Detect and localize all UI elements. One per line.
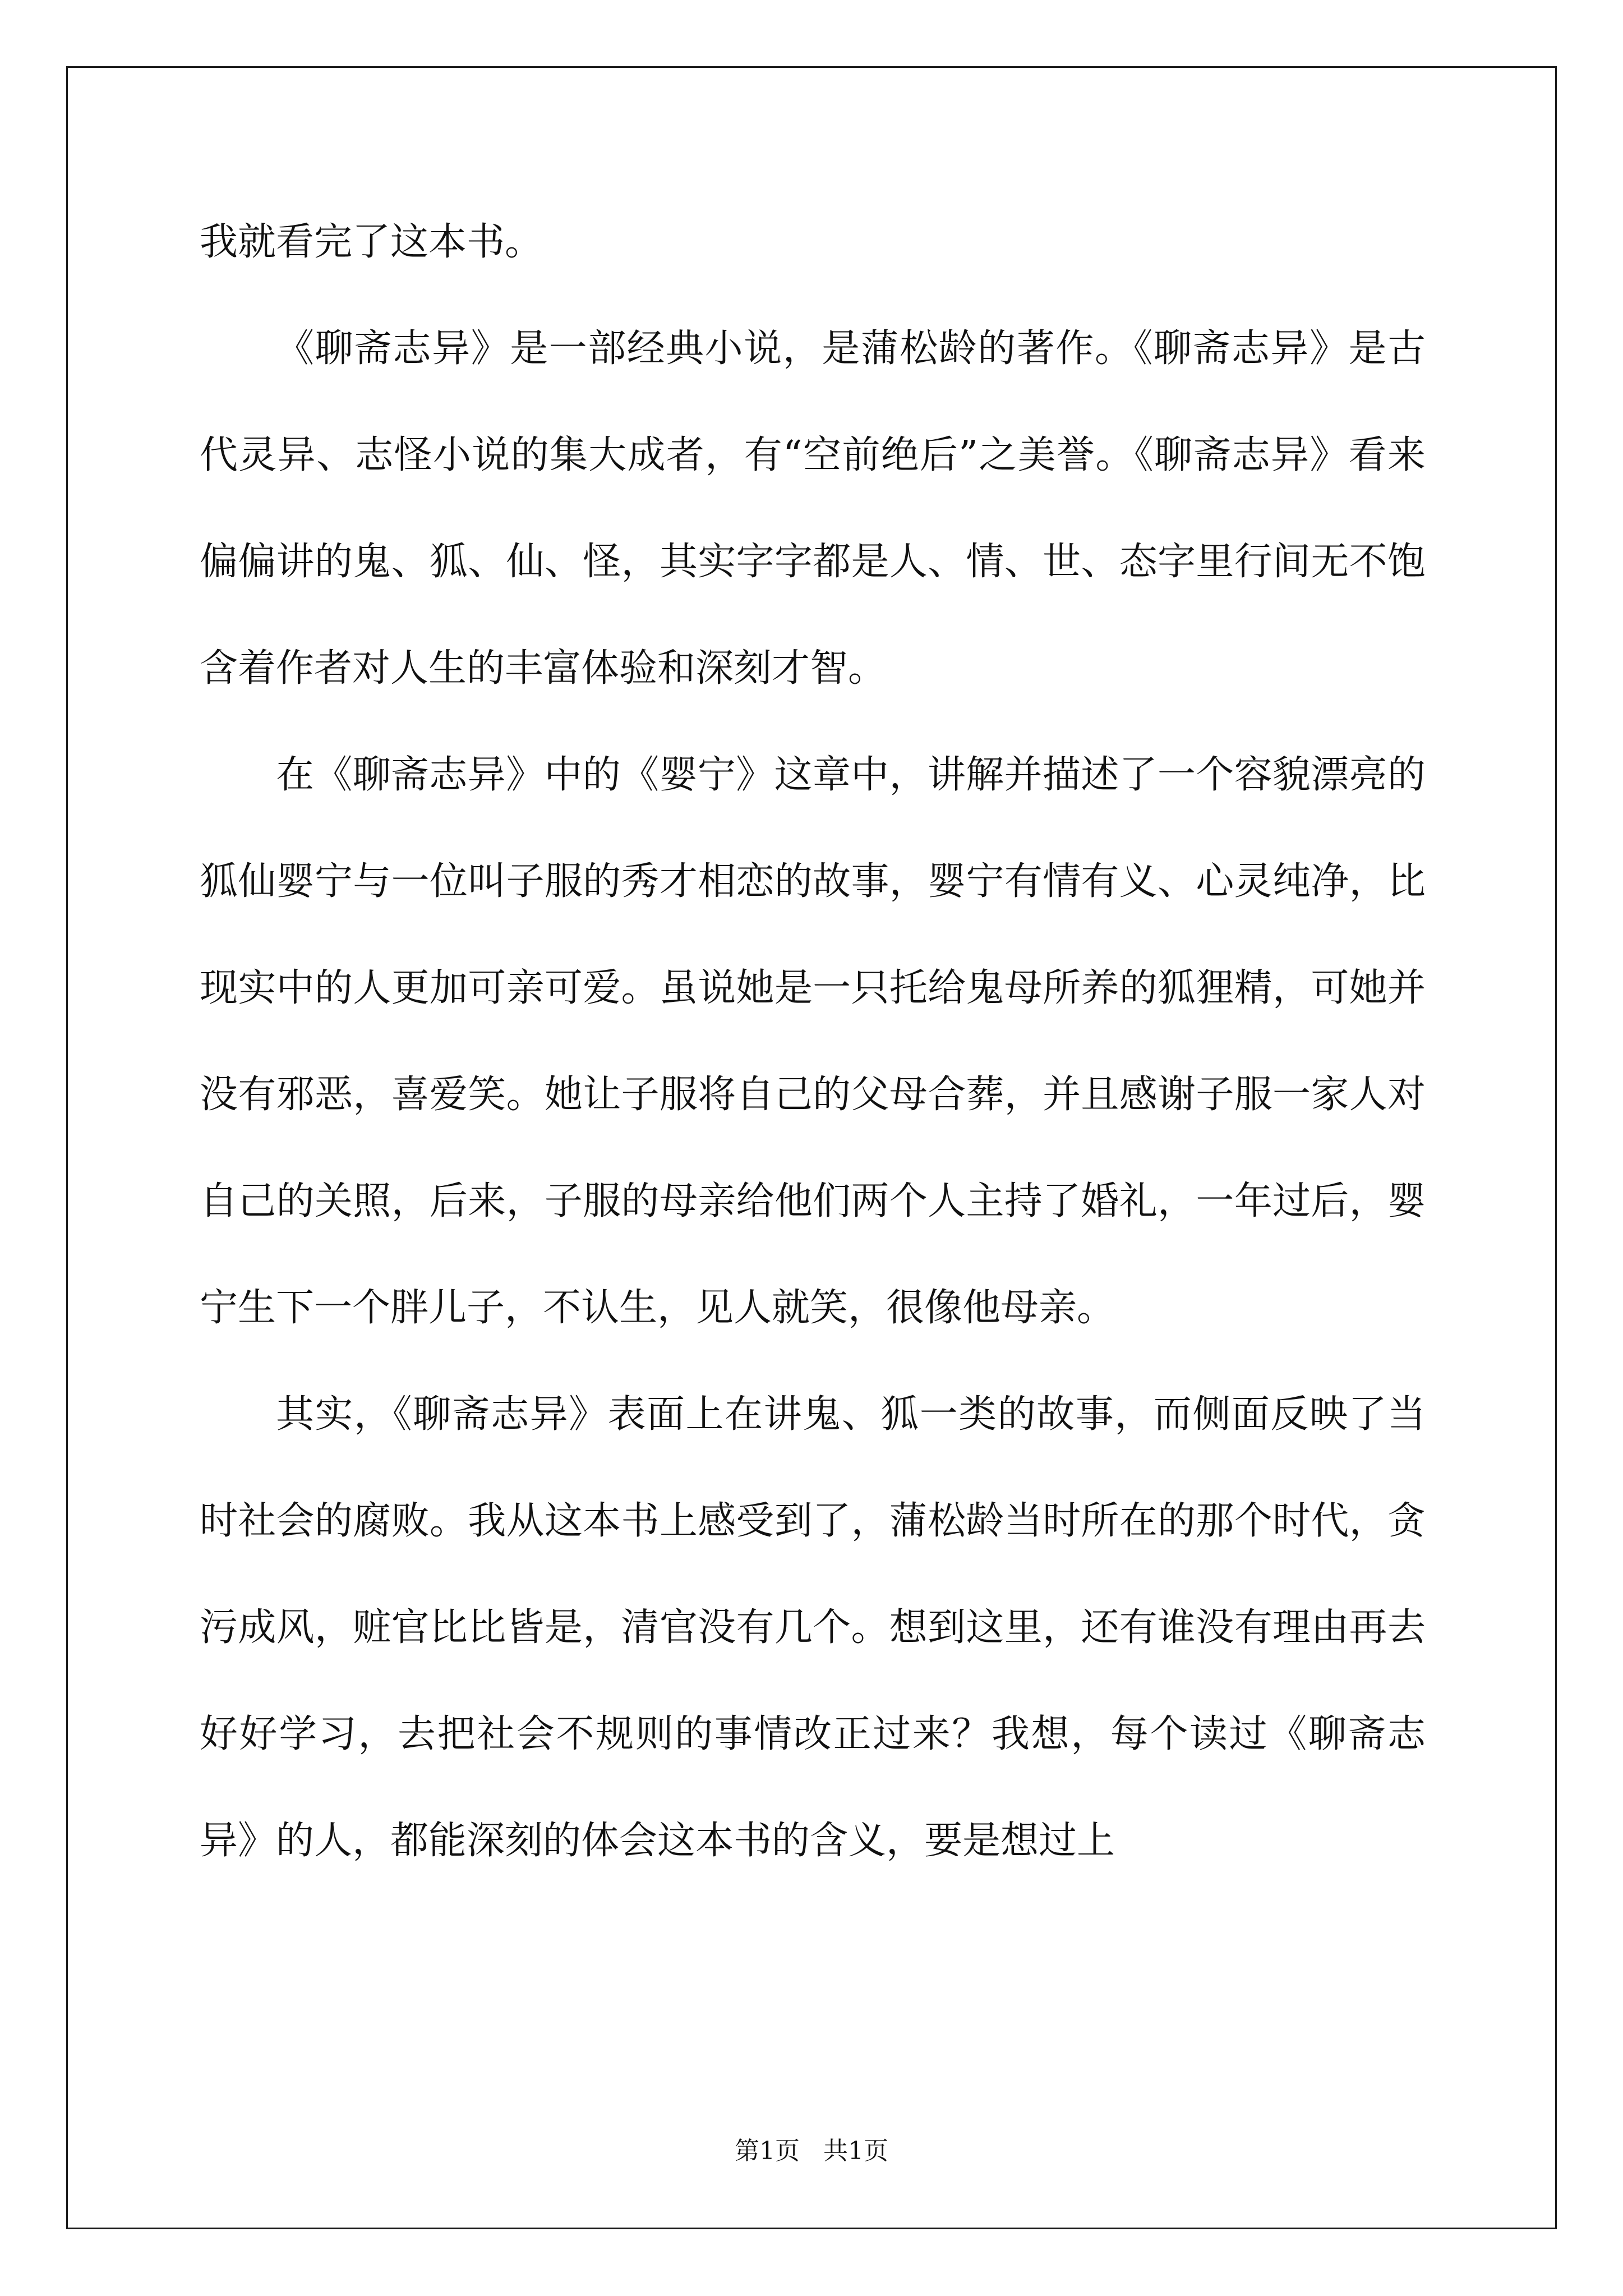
paragraph-1: 我就看完了这本书。 (200, 220, 543, 264)
document-body (200, 189, 1426, 1894)
page-footer: 第1页 共1页 (735, 2137, 888, 2165)
paragraph-3: 在《聊斋志异》中的《婴宁》这章中，讲解并描述了一个容貌漂亮的狐仙婴宁与一位叫子服的秀才相恋的故事，婴宁有情有义、心灵纯净，比现实中的人更加可亲可爱。虽说她是一只托给鬼母所养的狐狸精，可她并没有邪恶，喜爱笑。她让子服将自己的父母合葬，并且感谢子服一家人对自己的关照，后来，子服的母亲给他们两个人主持了婚礼，一年过后，婴宁生下一个胖儿子，不认生，见人就笑，很像他母亲。 (200, 753, 1426, 1330)
paragraph-4: 其实，《聊斋志异》表面上在讲鬼、狐一类的故事，而侧面反映了当时社会的腐败。我从这本书上感受到了，蒲松龄当时所在的那个时代，贪污成风，赃官比比皆是，清官没有几个。想到这里，还有谁没有理由再去好好学习，去把社会不规则的事情改正过来？我想，每个读过《聊斋志异》的人，都能深刻的体会这本书的含义，要是想过上 (200, 1392, 1426, 1863)
paragraph-2: 《聊斋志异》是一部经典小说，是蒲松龄的著作。《聊斋志异》是古代灵异、志怪小说的集大成者，有“空前绝后”之美誉。《聊斋志异》看来偏偏讲的鬼、狐、仙、怪，其实字字都是人、情、世、态字里行间无不饱含着作者对人生的丰富体验和深刻才智。 (200, 326, 1426, 691)
